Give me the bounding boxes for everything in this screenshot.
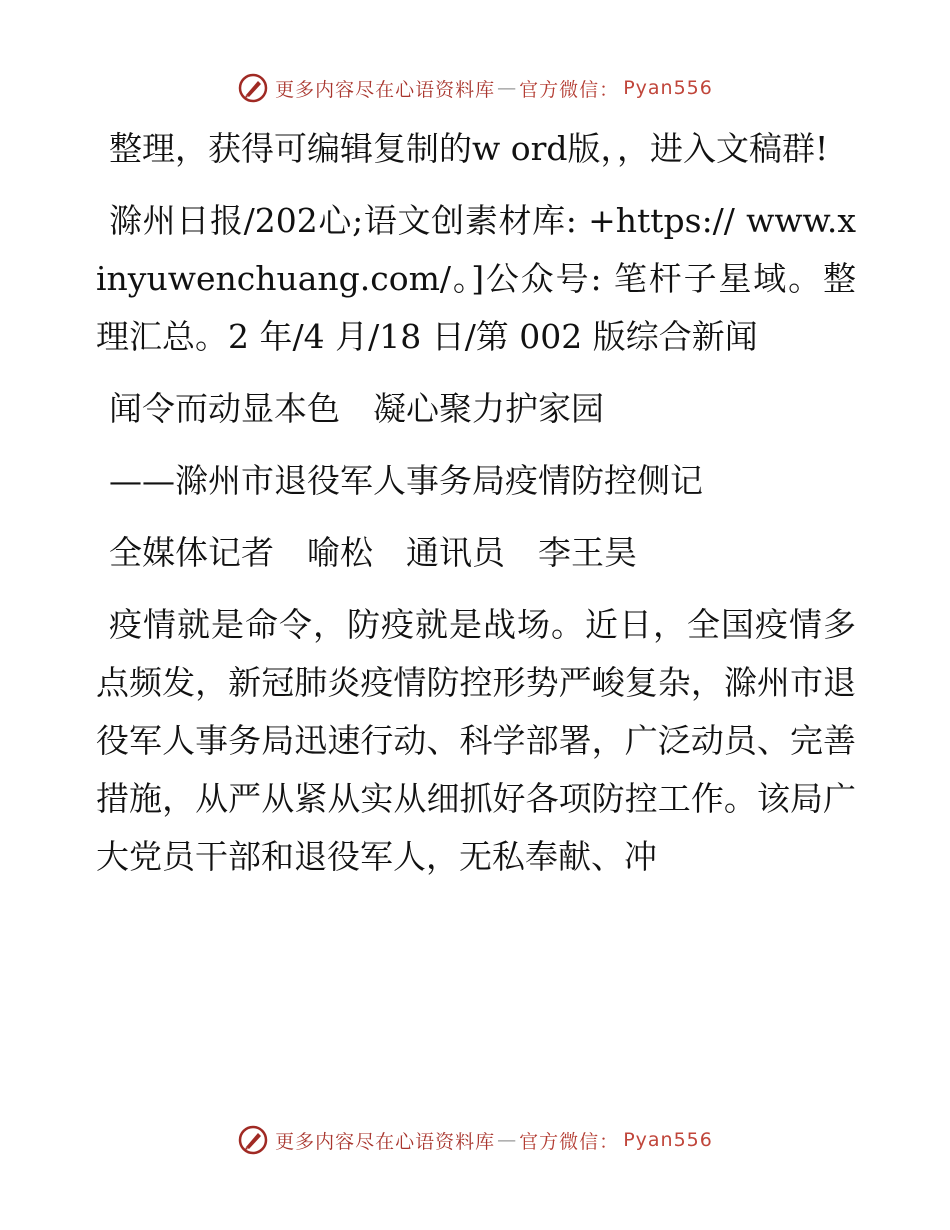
paragraph-intro: 整理，获得可编辑复制的w ord版，，进入文稿群! <box>109 129 829 168</box>
watermark-separator: — <box>497 1129 518 1151</box>
article-subtitle: ——滁州市退役军人事务局疫情防控侧记 <box>109 461 703 500</box>
article-body-paragraph: 疫情就是命令，防疫就是战场。近日，全国疫情多点频发，新冠肺炎疫情防控形势严峻复杂，滁州市退役军人事务局迅速行动、科学部署，广泛动员、完善措施，从严从紧从实从细抓好各项防控工作。该局广大党员干部和退役军人，无私奉献、冲 <box>96 605 856 876</box>
paragraph-source: 滁州日报/202心;语文创素材库: +https:// www.xinyuwenchuang.com/。]公众号: 笔杆子星域。整理汇总。2 年/4 月/18 日/第 002 版综合新闻 <box>96 201 856 356</box>
watermark-header <box>0 72 950 104</box>
pen-logo-icon <box>237 72 269 104</box>
watermark-official: 官方微信： <box>519 78 620 101</box>
watermark-id: Pyan556 <box>623 1129 713 1151</box>
watermark-text: 更多内容尽在心语资料库 <box>275 1130 496 1153</box>
pen-logo-icon <box>237 1124 269 1156</box>
watermark-official: 官方微信： <box>519 1130 620 1153</box>
watermark-text: 更多内容尽在心语资料库 <box>275 78 496 101</box>
watermark-separator: — <box>497 77 518 99</box>
document-body <box>96 120 856 900</box>
watermark-id: Pyan556 <box>623 77 713 99</box>
article-title: 闻令而动显本色 凝心聚力护家园 <box>109 389 604 428</box>
article-byline: 全媒体记者 喻松 通讯员 李王昊 <box>109 533 637 572</box>
watermark-footer <box>0 1124 950 1156</box>
